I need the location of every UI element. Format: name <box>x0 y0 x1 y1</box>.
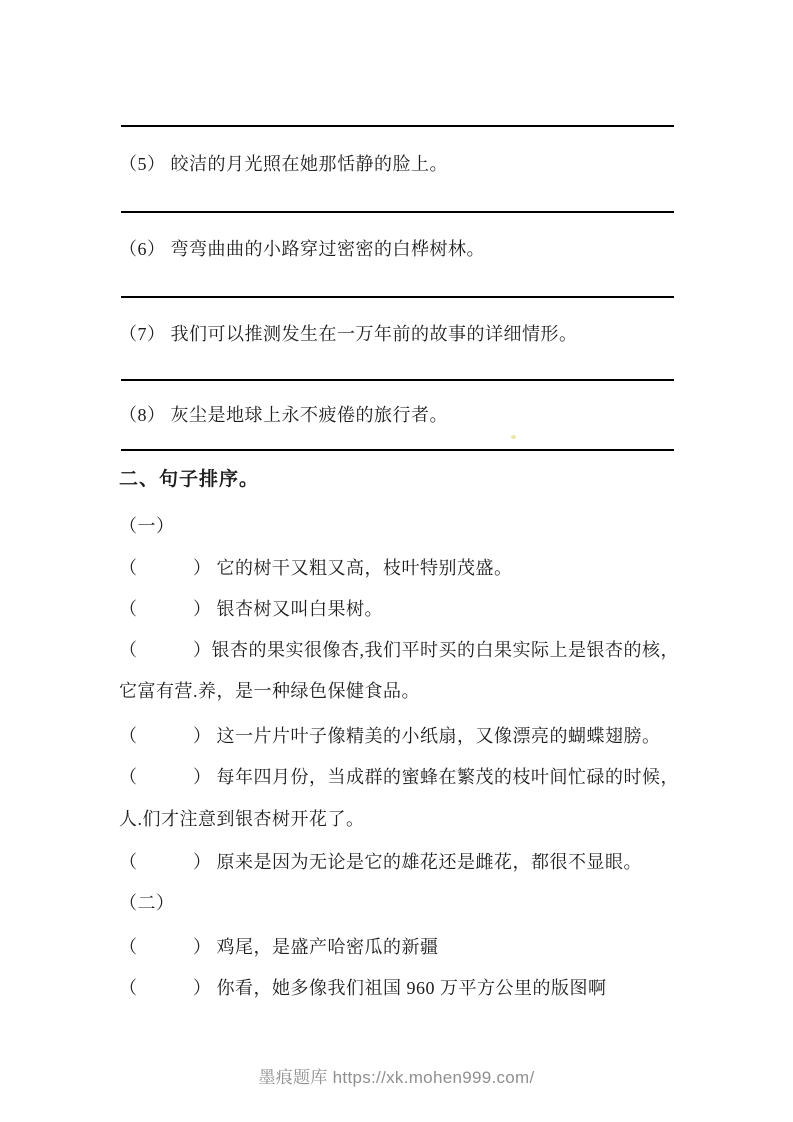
ordering-item: （ ） 原来是因为无论是它的雄花还是雌花，都很不显眼。 <box>119 852 642 872</box>
ordering-item: （ ）银杏的果实很像杏,我们平时买的白果实际上是银杏的核， <box>119 640 679 660</box>
group-two-label: （二） <box>119 893 175 913</box>
answer-line <box>121 211 674 213</box>
footer-link[interactable]: 墨痕题库 https://xk.mohen999.com/ <box>258 1068 535 1087</box>
sentence-item-5: （5） 皎洁的月光照在她那恬静的脸上。 <box>119 154 448 174</box>
answer-line <box>121 379 674 381</box>
ordering-item: （ ） 它的树干又粗又高，枝叶特别茂盛。 <box>119 558 513 578</box>
ordering-item-continuation: 人.们才注意到银杏树开花了。 <box>119 809 365 829</box>
sentence-item-8: （8） 灰尘是地球上永不疲倦的旅行者。 <box>119 405 448 425</box>
answer-line <box>121 449 674 451</box>
section-title: 二、句子排序。 <box>119 469 260 490</box>
answer-line <box>121 125 674 127</box>
ordering-item: （ ） 每年四月份，当成群的蜜蜂在繁茂的枝叶间忙碌的时候， <box>119 767 679 787</box>
group-one-label: （一） <box>119 516 175 536</box>
sentence-item-6: （6） 弯弯曲曲的小路穿过密密的白桦树林。 <box>119 239 485 259</box>
ordering-item: （ ） 鸡尾，是盛产哈密瓜的新疆 <box>119 937 439 957</box>
stain-mark <box>511 435 516 439</box>
sentence-item-7: （7） 我们可以推测发生在一万年前的故事的详细情形。 <box>119 324 578 344</box>
ordering-item: （ ） 银杏树又叫白果树。 <box>119 599 383 619</box>
footer <box>0 1065 793 1091</box>
ordering-item: （ ） 这一片片叶子像精美的小纸扇，又像漂亮的蝴蝶翅膀。 <box>119 726 661 746</box>
ordering-item: （ ） 你看，她多像我们祖国 960 万平方公里的版图啊 <box>119 978 607 998</box>
ordering-item-continuation: 它富有营.养，是一种绿色保健食品。 <box>119 681 420 701</box>
answer-line <box>121 296 674 298</box>
